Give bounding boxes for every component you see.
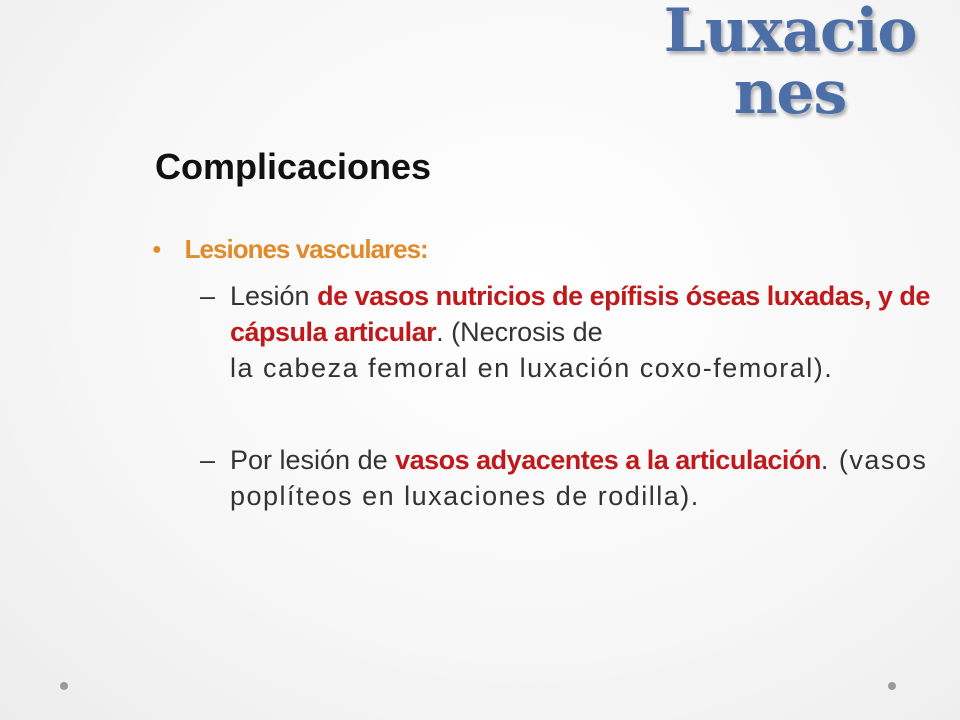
sub-item-1-emphasis: de vasos nutricios de epífisis óseas luxadas, y de cápsula articular <box>230 281 930 347</box>
sub-item-2-part3: . (vasos poplíteos en luxaciones de rodilla). <box>230 445 928 511</box>
sub-item-2 <box>200 442 940 514</box>
bullet-item <box>152 234 428 265</box>
dash-icon: – <box>200 281 216 311</box>
nav-dot-right-icon <box>888 682 896 690</box>
sub-item-1 <box>200 278 940 386</box>
sub-item-1-part3: . (Necrosis de <box>436 317 603 347</box>
sub-item-2-emphasis: vasos adyacentes a la articulación <box>395 445 821 475</box>
sub-item-2-text <box>230 442 940 514</box>
nav-dot-left-icon <box>60 682 68 690</box>
bullet-dot-icon: ● <box>152 241 162 258</box>
slide-title-line2: nes <box>733 58 847 128</box>
slide-title-line1: Luxacio <box>663 0 917 66</box>
slide-title <box>660 0 920 128</box>
sub-item-2-part1: Por lesión de <box>230 445 396 475</box>
slide-subtitle: Complicaciones <box>155 146 432 187</box>
sub-item-1-text <box>230 278 940 386</box>
bullet-label: Lesiones vasculares: <box>184 234 428 264</box>
dash-icon: – <box>200 445 216 475</box>
sub-item-1-part1: Lesión <box>230 281 318 311</box>
sub-item-1-part4: la cabeza femoral en luxación coxo-femoral). <box>230 353 834 383</box>
